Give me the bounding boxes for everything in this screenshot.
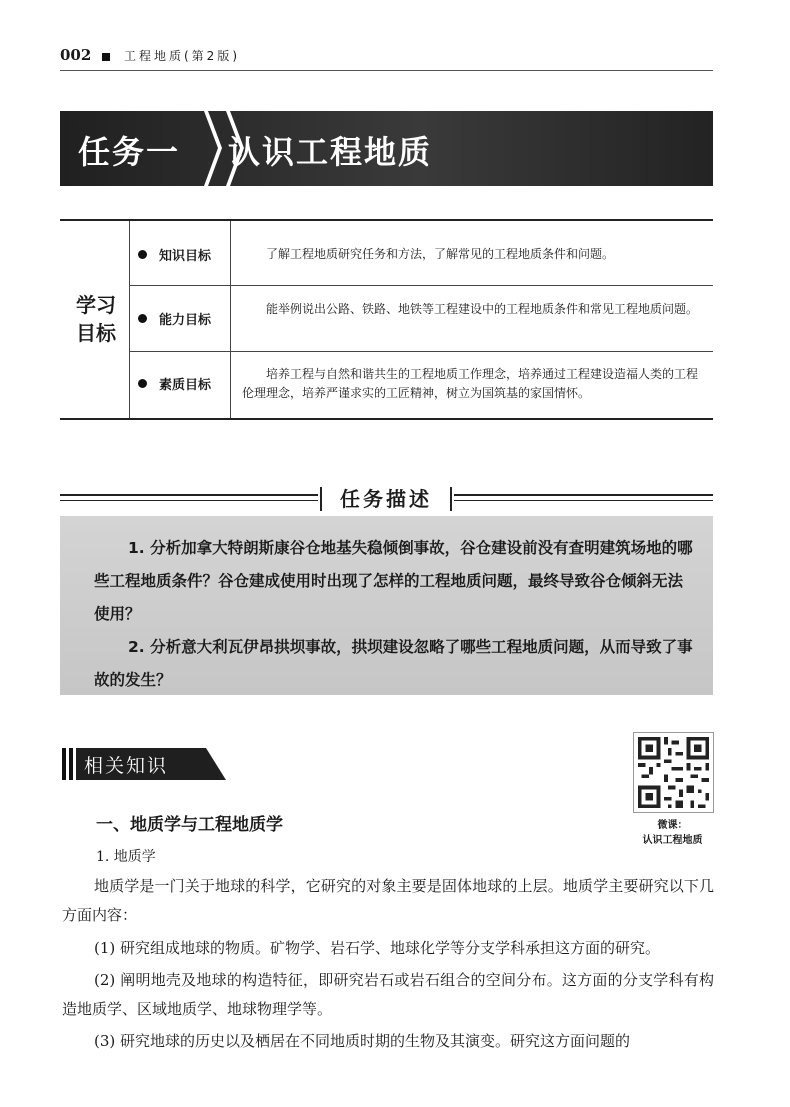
bullet-icon bbox=[138, 379, 147, 388]
table-divider bbox=[129, 351, 713, 352]
paragraph: (2) 阐明地壳及地球的构造特征，即研究岩石或岩石组合的空间分布。这方面的分支学科有构造地质学、区域地质学、地球物理学等。 bbox=[62, 971, 714, 1018]
paragraph: (1) 研究组成地球的物质。矿物学、岩石学、地球化学等分支学科承担这方面的研究。 bbox=[94, 939, 661, 957]
bullet-icon bbox=[138, 314, 147, 323]
task-item: 2. 分析意大利瓦伊昂拱坝事故，拱坝建设忽略了哪些工程地质问题，从而导致了事故的发生？ bbox=[94, 638, 693, 689]
table-divider bbox=[230, 221, 231, 418]
title-bar-icon bbox=[320, 487, 322, 511]
objective-desc: 能举例说出公路、铁路、地铁等工程建设中的工程地质条件和常见工程地质问题。 bbox=[266, 302, 699, 316]
objective-name-text: 知识目标 bbox=[159, 249, 212, 264]
task-item: 1. 分析加拿大特朗斯康谷仓地基失稳倾倒事故，谷仓建设前没有查明建筑场地的哪些工程地质条件？谷仓建成使用时出现了怎样的工程地质问题，最终导致谷仓倾斜无法使用？ bbox=[94, 539, 693, 623]
related-knowledge-heading bbox=[62, 748, 222, 780]
table-divider bbox=[129, 221, 130, 418]
task-description-title bbox=[318, 483, 454, 515]
objective-name bbox=[138, 245, 211, 264]
paragraph: 地质学是一门关于地球的科学，它研究的对象主要是固体地球的上层。地质学主要研究以下几方面内容： bbox=[62, 877, 714, 924]
task-number: 任务一 bbox=[78, 133, 181, 171]
title-bar-icon bbox=[450, 487, 452, 511]
page-number: 002 bbox=[60, 46, 92, 64]
qr-caption-line: 认识工程地质 bbox=[642, 835, 703, 846]
section-heading: 一、地质学与工程地质学 bbox=[96, 815, 283, 835]
task-title: 认识工程地质 bbox=[228, 133, 433, 171]
qr-code-icon[interactable] bbox=[633, 732, 714, 813]
table-divider bbox=[129, 285, 713, 286]
qr-caption-line: 微课： bbox=[657, 820, 688, 831]
objective-name bbox=[138, 374, 211, 393]
task-banner bbox=[60, 111, 713, 186]
square-bullet-icon bbox=[102, 53, 110, 61]
running-header bbox=[60, 44, 713, 71]
related-knowledge-title: 相关知识 bbox=[84, 755, 169, 777]
bullet-icon bbox=[138, 250, 147, 259]
objective-desc: 了解工程地质研究任务和方法，了解常见的工程地质条件和问题。 bbox=[266, 247, 615, 261]
objectives-label bbox=[68, 291, 124, 347]
qr-caption bbox=[620, 818, 725, 848]
objective-desc: 培养工程与自然和谐共生的工程地质工作理念，培养通过工程建设造福人类的工程伦理理念，培养严谨求实的工匠精神，树立为国筑基的家国情怀。 bbox=[242, 367, 699, 400]
paragraph: (3) 研究地球的历史以及栖居在不同地质时期的生物及其演变。研究这方面问题的 bbox=[94, 1032, 631, 1050]
subsection-heading: 1. 地质学 bbox=[96, 849, 156, 865]
objective-name-text: 素质目标 bbox=[159, 378, 212, 393]
objectives-table bbox=[60, 219, 713, 420]
task-description-box bbox=[60, 516, 713, 695]
objective-name bbox=[138, 309, 211, 328]
objectives-label-line: 学习 bbox=[76, 293, 116, 317]
objective-name-text: 能力目标 bbox=[159, 313, 212, 328]
objectives-label-line: 目标 bbox=[76, 321, 116, 345]
book-title: 工程地质(第2版) bbox=[124, 49, 240, 63]
task-description-title-text: 任务描述 bbox=[340, 487, 432, 511]
